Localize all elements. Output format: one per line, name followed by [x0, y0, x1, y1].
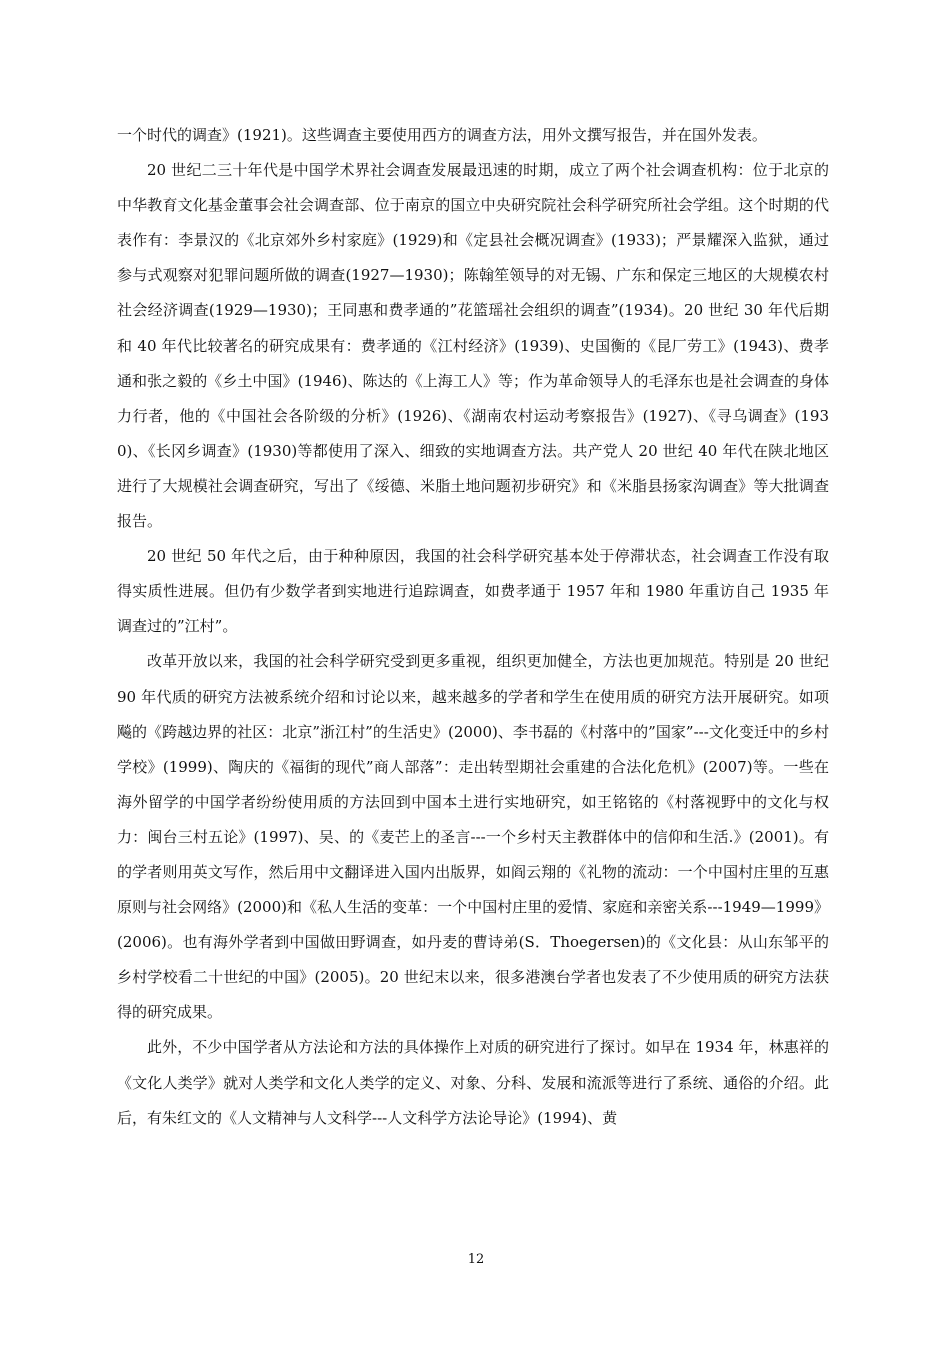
paragraph-reform-era: 改革开放以来，我国的社会科学研究受到更多重视，组织更加健全，方法也更加规范。特别是 20 世纪 90 年代质的研究方法被系统介绍和讨论以来，越来越多的学者和学生在使用质的研究方法开展研究。如项飚的《跨越边界的社区：北京”浙江村”的生活史》(2000)、李书磊的《村落中的”国家”---文化变迁中的乡村学校》(1999)、陶庆的《福街的现代”商人部落”：走出转型期社会重建的合法化危机》(2007)等。一些在海外留学的中国学者纷纷使用质的方法回到中国本土进行实地研究，如王铭铭的《村落视野中的文化与权力：闽台三村五论》(1997)、吴、的《麦芒上的圣言---一个乡村天主教群体中的信仰和生活.》(2001)。有的学者则用英文写作，然后用中文翻译进入国内出版界，如阎云翔的《礼物的流动：一个中国村庄里的互惠原则与社会网络》(2000)和《私人生活的变革：一个中国村庄里的爱情、家庭和亲密关系---1949—1999》(2006)。也有海外学者到中国做田野调查，如丹麦的曹诗弟(S．Thoegersen)的《文化县：从山东邹平的乡村学校看二十世纪的中国》(2005)。20 世纪末以来，很多港澳台学者也发表了不少使用质的研究方法获得的研究成果。 [117, 652, 829, 1022]
paragraph-1950s: 20 世纪 50 年代之后，由于种种原因，我国的社会科学研究基本处于停滞状态，社会调查工作没有取得实质性进展。但仍有少数学者到实地进行追踪调查，如费孝通于 1957 年和 1980 年重访自己 1935 年调查过的”江村”。 [117, 547, 829, 636]
paragraph-continuation: 一个时代的调查》(1921)。这些调查主要使用西方的调查方法，用外文撰写报告，并在国外发表。 [117, 126, 767, 144]
page-number: 12 [467, 1252, 485, 1267]
paragraph-methodology: 此外，不少中国学者从方法论和方法的具体操作上对质的研究进行了探讨。如早在 1934 年，林惠祥的《文化人类学》就对人类学和文化人类学的定义、对象、分科、发展和流派等进行了系统、通俗的介绍。此后，有朱红文的《人文精神与人文科学---人文科学方法论导论》(1994)、黄 [117, 1038, 829, 1127]
paragraph-1930s-surveys: 20 世纪二三十年代是中国学术界社会调查发展最迅速的时期，成立了两个社会调查机构：位于北京的中华教育文化基金董事会社会调查部、位于南京的国立中央研究院社会科学研究所社会学组。这个时期的代表作有：李景汉的《北京郊外乡村家庭》(1929)和《定县社会概况调查》(1933)；严景耀深入监狱，通过参与式观察对犯罪问题所做的调查(1927—1930)；陈翰笙领导的对无锡、广东和保定三地区的大规模农村社会经济调查(1929—1930)；王同惠和费孝通的”花篮瑶社会组织的调查”(1934)。20 世纪 30 年代后期和 40 年代比较著名的研究成果有：费孝通的《江村经济》(1939)、史国衡的《昆厂劳工》(1943)、费孝通和张之毅的《乡土中国》(1946)、陈达的《上海工人》等；作为革命领导人的毛泽东也是社会调查的身体力行者，他的《中国社会各阶级的分析》(1926)、《湖南农村运动考察报告》(1927)、《寻乌调查》(1930)、《长冈乡调查》(1930)等都使用了深入、细致的实地调查方法。共产党人 20 世纪 40 年代在陕北地区进行了大规模社会调查研究，写出了《绥德、米脂土地问题初步研究》和《米脂县扬家沟调查》等大批调查报告。 [117, 161, 829, 531]
body-text [117, 118, 829, 1136]
